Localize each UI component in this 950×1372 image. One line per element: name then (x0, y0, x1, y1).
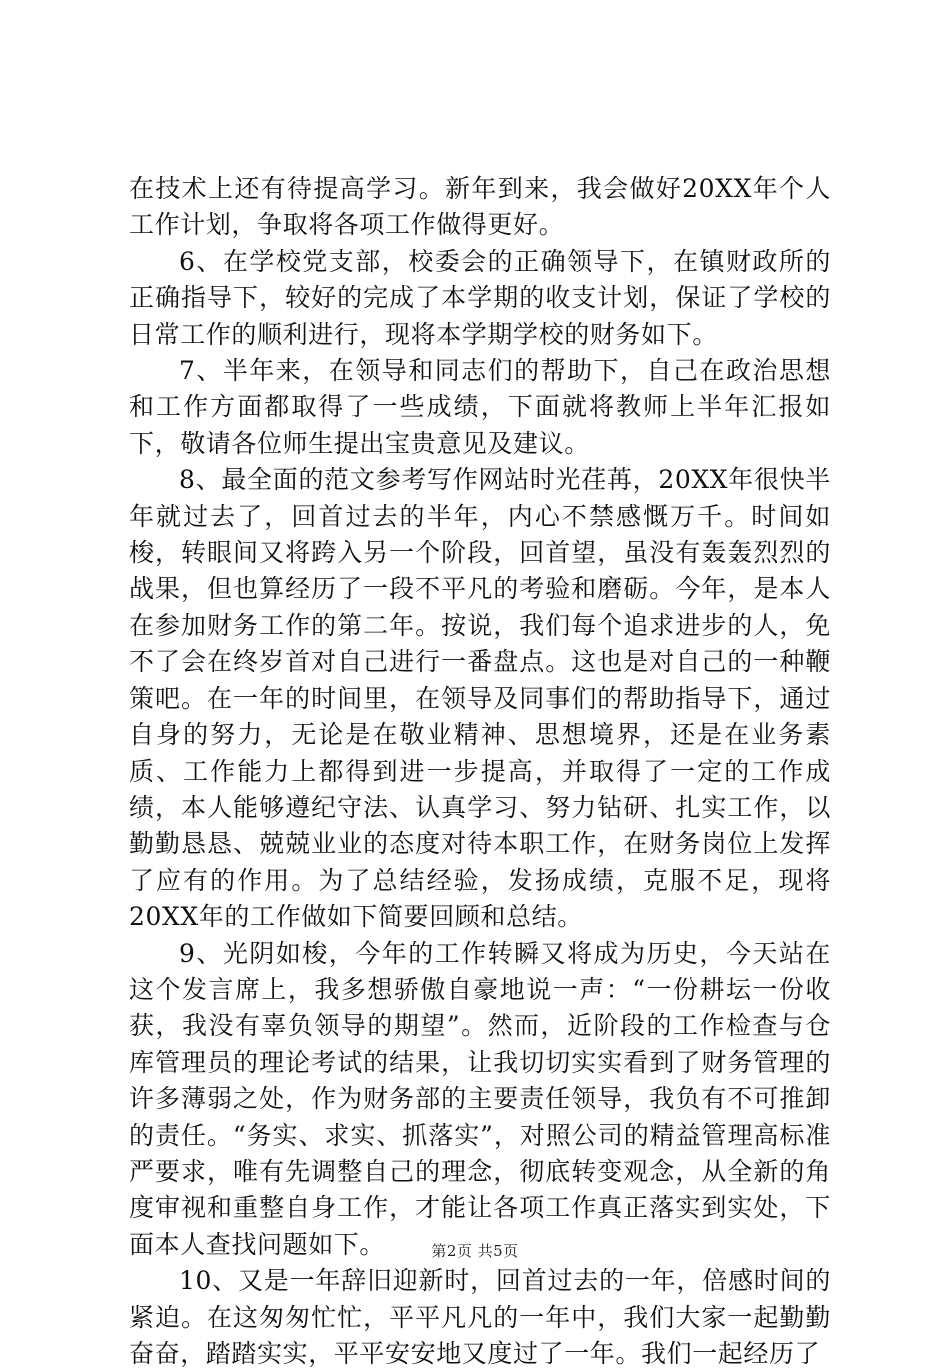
paragraph-8: 8、最全面的范文参考写作网站时光荏苒，20XX年很快半年就过去了，回首过去的半年，内心不禁感慨万千。时间如梭，转眼间又将跨入另一个阶段，回首望，虽没有轰轰烈烈的战果，但也算经历了一段不平凡的考验和磨砺。今年，是本人在参加财务工作的第二年。按说，我们每个追求进步的人，免不了会在终岁首对自己进行一番盘点。这也是对自己的一种鞭策吧。在一年的时间里，在领导及同事们的帮助指导下，通过自身的努力，无论是在敬业精神、思想境界，还是在业务素质、工作能力上都得到进一步提高，并取得了一定的工作成绩，本人能够遵纪守法、认真学习、努力钻研、扎实工作，以勤勤恳恳、兢兢业业的态度对待本职工作，在财务岗位上发挥了应有的作用。为了总结经验，发扬成绩，克服不足，现将20XX年的工作做如下简要回顾和总结。 (129, 465, 831, 932)
paragraph-9: 9、光阴如梭，今年的工作转瞬又将成为历史，今天站在这个发言席上，我多想骄傲自豪地说一声：“一份耕坛一份收获，我没有辜负领导的期望”。然而，近阶段的工作检查与仓库管理员的理论考试的结果，让我切切实实看到了财务管理的许多薄弱之处，作为财务部的主要责任领导，我负有不可推卸的责任。“务实、求实、抓落实”，对照公司的精益管理高标准严要求，唯有先调整自己的理念，彻底转变观念，从全新的角度审视和重整自身工作，才能让各项工作真正落实到实处，下面本人查找问题如下。 (129, 938, 831, 1259)
document-body (129, 171, 831, 1372)
paragraph-6: 6、在学校党支部，校委会的正确领导下，在镇财政所的正确指导下，较好的完成了本学期的收支计划，保证了学校的日常工作的顺利进行，现将本学期学校的财务如下。 (129, 246, 831, 349)
paragraph-continuation: 在技术上还有待提高学习。新年到来，我会做好20XX年个人工作计划，争取将各项工作做得更好。 (129, 174, 831, 240)
paragraph-10: 10、又是一年辞旧迎新时，回首过去的一年，倍感时间的紧迫。在这匆匆忙忙，平平凡凡的一年中，我们大家一起勤勤奋奋，踏踏实实，平平安安地又度过了一年。我们一起经历了 (129, 1266, 831, 1368)
page-number-footer: 第2页 共5页 (431, 1242, 519, 1260)
paragraph-7: 7、半年来，在领导和同志们的帮助下，自己在政治思想和工作方面都取得了一些成绩，下面就将教师上半年汇报如下，敬请各位师生提出宝贵意见及建议。 (129, 356, 831, 458)
